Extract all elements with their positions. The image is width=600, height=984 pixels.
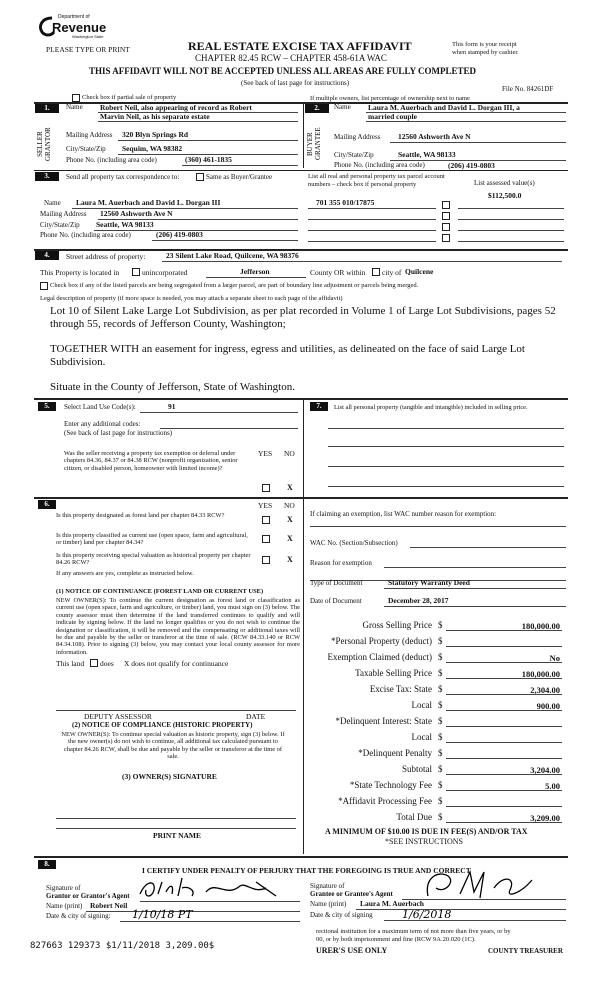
unincorporated-label: unincorporated [142,268,188,277]
summary-label: Total Due [396,812,432,822]
same-as-buyer-label: Same as Buyer/Grantee [206,173,273,181]
segregated-checkbox[interactable] [40,282,48,290]
grantee-agent-label: Grantee or Grantee's Agent [310,890,393,898]
exemption-no-answer: X [287,483,293,492]
city-checkbox[interactable] [372,268,380,276]
section5-number: 5. [38,402,56,411]
parcel-number: 701 355 010/17875 [316,198,375,207]
personal-property-label: List all personal property (tangible and intangible) included in selling price. [334,404,528,411]
receipt-line2: when stamped by cashier. [452,49,519,56]
parcel-head-1: List all real and personal property tax parcel account [308,173,445,180]
tax-name: Laura M. Auerbach and David L. Dorgan III [76,198,221,207]
please-type: PLEASE TYPE OR PRINT [46,45,130,54]
tax-city-label: City/State/Zip [40,221,80,229]
current-use-yes-checkbox[interactable] [262,535,270,543]
summary-value-line [446,742,562,743]
buyer-phone-label: Phone No. (including area code) [334,161,425,169]
certify-statement: I CERTIFY UNDER PENALTY OF PERJURY THAT THE FOREGOING IS TRUE AND CORRECT [142,866,471,875]
grantor-signature [136,876,286,904]
legal-description-p3: Situate in the County of Jefferson, State of Washington. [50,381,295,393]
buyer-city: Seattle, WA 98133 [398,150,456,159]
forest-yes-checkbox[interactable] [262,516,270,524]
legal-description-p2: TOGETHER WITH an easement for ingress, egress and utilities, as delineated on the face of said Large Lot Subdivision. [50,343,525,368]
summary-value-line [446,758,562,759]
county-treasurer-label: COUNTY TREASURER [488,947,563,955]
summary-dollar-sign: $ [438,684,443,694]
seller-name-label: Name [66,103,83,111]
additional-codes-note: (See back of last page for instructions) [64,429,173,437]
summary-value[interactable]: 2,304.00 [530,685,560,695]
treasurer-use-label: URER'S USE ONLY [316,946,388,955]
summary-dollar-sign: $ [438,796,443,806]
grantor-sig-label: Signature of [46,884,81,892]
summary-value[interactable]: 900.00 [536,701,560,711]
send-correspondence-label: Send all property tax correspondence to: [66,173,180,181]
seller-name-line2: Marvin Neil, as his separate estate [100,112,210,121]
summary-dollar-sign: $ [438,748,443,758]
reason-label: Reason for exemption [310,559,372,567]
doc-date-value: December 28, 2017 [388,596,449,605]
form-warning: THIS AFFIDAVIT WILL NOT BE ACCEPTED UNLESS ALL AREAS ARE FULLY COMPLETED [89,66,477,76]
current-use-no-answer: X [287,534,293,543]
summary-label: Gross Selling Price [362,620,432,630]
print-name-label: PRINT NAME [153,831,201,840]
city-of-label: city of [382,268,402,277]
summary-value[interactable]: 5.00 [545,781,560,791]
tax-phone: (206) 419-0803 [156,230,203,239]
partial-sale-label: Check box if partial sale of property [82,94,177,101]
summary-label: *Delinquent Interest: State [335,716,432,726]
personal-property-checkbox-4[interactable] [442,234,450,242]
grantor-agent-label: Grantor or Grantor's Agent [46,892,130,900]
minimum-fee-line1: A MINIMUM OF $10.00 IS DUE IN FEE(S) AND/OR TAX [325,827,528,836]
this-land-label: This land [56,659,85,668]
summary-value-line [446,662,562,663]
partial-sale-checkbox[interactable] [72,94,80,102]
logo-main: Revenue [52,20,107,35]
grantor-name: Robert Neil [90,901,128,910]
city-value: Quilcene [405,267,434,276]
does-label: does [100,659,114,668]
summary-dollar-sign: $ [438,636,443,646]
located-label: This Property is located in [40,268,120,277]
summary-label: Subtotal [401,764,432,774]
grantee-signature [420,868,550,902]
historic-question: Is this property receiving special valuation as historical property per chapter 84.26 RCW? [56,552,251,567]
forest-land-question: Is this property designated as forest land per chapter 84.33 RCW? [56,512,225,519]
sec12-divider [303,102,304,168]
seller-phone: (360) 461-1835 [185,155,232,164]
notice-continuance-title: (1) NOTICE OF CONTINUANCE (FOREST LAND OR CURRENT USE) [56,588,264,595]
summary-value-line [446,726,562,727]
exemption-yes-checkbox[interactable] [262,484,270,492]
summary-value-line [446,806,562,807]
tax-mail-label: Mailing Address [40,210,87,218]
buyer-city-label: City/State/Zip [334,151,374,159]
summary-dollar-sign: $ [438,812,443,822]
minimum-fee-line2: *SEE INSTRUCTIONS [385,837,464,846]
grantee-sig-label: Signature of [310,882,345,890]
summary-dollar-sign: $ [438,780,443,790]
segregated-label: Check box if any of the listed parcels are being segregated from a larger parcel, are part of boundary line adjustment or parcels being merged. [50,282,419,289]
forest-no-answer: X [287,515,293,524]
historic-yes-checkbox[interactable] [262,556,270,564]
file-number: File No. 84261DF [502,85,554,93]
buyer-mail: 12560 Ashworth Ave N [398,132,471,141]
summary-dollar-sign: $ [438,668,443,678]
receipt-stamp: 827663 129373 $1/11/2018 3,209.00$ [30,941,215,951]
summary-dollar-sign: $ [438,764,443,774]
street-label: Street address of property: [66,252,146,261]
summary-value[interactable]: 3,204.00 [530,765,560,775]
summary-value[interactable]: No [549,653,560,663]
section1-number: 1. [35,104,59,113]
summary-label: *Personal Property (deduct) [331,636,432,646]
buyer-mail-label: Mailing Address [334,133,381,141]
summary-label: Local [411,732,432,742]
section7-number: 7. [310,402,328,411]
doc-type-label: Type of Document [310,579,363,587]
parcel-head-2: numbers – check box if personal property [308,181,417,188]
buyer-name-label: Name [334,103,351,111]
grantor-date-handwritten: 1/10/18 PT [132,908,193,921]
personal-property-checkbox-3[interactable] [442,223,450,231]
grantor-date-label: Date & city of signing: [46,912,111,920]
buyer-phone: (206) 419-0803 [448,161,495,170]
seller-city-label: City/State/Zip [66,145,106,153]
summary-value[interactable]: 180,000.00 [521,621,560,631]
dor-logo [38,14,108,44]
same-as-buyer-checkbox[interactable] [196,173,204,181]
personal-property-checkbox-2[interactable] [442,212,450,220]
seller-side-label: SELLER GRANTOR [36,127,52,161]
see-back-note: (See back of last page for instructions) [241,79,350,87]
sec5-no: NO [284,449,295,458]
receipt-line1: This form is your receipt [452,41,517,48]
summary-dollar-sign: $ [438,620,443,630]
main-column-divider [303,398,304,854]
exemption-question: Was the seller receiving a property tax exemption or deferral under chapters 84.36, 84.37 or 84.38 RCW (nonprofit organization, senior citizen, or disabled person, homeowner with limited income)? [64,450,238,472]
sec6-yes: YES [258,501,273,510]
perjury-line1: rectional institution for a maximum term of not more than five years, or by [316,928,511,935]
summary-dollar-sign: $ [438,700,443,710]
doc-type-value: Statutory Warranty Deed [388,578,470,587]
wac-number-label: WAC No. (Section/Subsection) [310,539,398,547]
buyer-name-line1: Laura M. Auerbach and David L. Dorgan III, a [368,103,520,112]
date-label: DATE [246,712,266,721]
form-chapter: CHAPTER 82.45 RCW – CHAPTER 458-61A WAC [195,53,387,63]
section4-number: 4. [35,251,59,260]
summary-label: Taxable Selling Price [355,668,432,678]
seller-mail-label: Mailing Address [66,131,113,139]
if-yes-note: If any answers are yes, complete as instructed below. [56,570,194,577]
legal-description-p1: Lot 10 of Silent Lake Large Lot Subdivision, as per plat recorded in Volume 1 of Large Lot Subdivisions, pages 52 through 55, records of Jefferson County, Washington; [50,305,556,330]
grantee-name: Laura M. Auerbach [360,899,424,908]
summary-dollar-sign: $ [438,716,443,726]
section6-number: 6. [38,500,56,509]
buyer-name-line2: married couple [368,112,417,121]
personal-property-checkbox-1[interactable] [442,201,450,209]
street-address: 23 Silent Lake Road, Quilcene, WA 98376 [166,251,299,260]
tax-mail: 12560 Ashworth Ave N [100,209,173,218]
assessed-value: $112,500.0 [488,191,522,200]
form-title: REAL ESTATE EXCISE TAX AFFIDAVIT [188,39,412,53]
summary-value[interactable]: 3,209.00 [530,813,560,823]
additional-codes-label: Enter any additional codes: [64,420,141,428]
grantee-date-label: Date & city of signing [310,911,373,919]
notice-compliance-title: (2) NOTICE OF COMPLIANCE (HISTORIC PROPERTY) [72,721,253,729]
perjury-line2: 00, or by both imprisonment and fine (RCW 9A.20.020 (1C). [316,936,476,943]
county-value: Jefferson [240,267,270,276]
seller-mail: 320 Blyn Springs Rd [122,130,189,139]
legal-desc-label: Legal description of property (if more space is needed, you may attach a separate sheet to each page of the affidavit) [40,295,343,302]
tax-name-label: Name [44,199,61,207]
summary-label: Local [411,700,432,710]
sec5-yes: YES [258,449,273,458]
does-qualify-checkbox[interactable] [90,659,98,667]
county-label: County OR within [310,268,366,277]
sec6-no: NO [284,501,295,510]
current-use-question: Is this property classified as current use (open space, farm and agricultural, or timber) land per chapter 84.34? [56,532,248,547]
summary-label: *State Technology Fee [349,780,432,790]
doc-date-label: Date of Document [310,597,362,605]
tax-city: Seattle, WA 98133 [96,220,154,229]
summary-label: *Delinquent Penalty [358,748,432,758]
grantee-name-label: Name (print) [310,900,347,908]
section8-number: 8. [38,860,56,869]
notice-continuance-body: NEW OWNER(S): To continue the current designation as forest land or classification as current use (open space, farm and agriculture, or timber) land, you must sign on (3) below. The county assessor must then determine if the land transferred continues to qualify and will indicate by signing below. If the land no longer qualifies or you do not wish to continue the designation or classification, it will be removed and the compensating or additional taxes will be due and payable by the seller or transferor at the time of sale. (RCW 84.33.140 or RCW 84.34.108). Prior to signing (3) below, you may contact your local county assessor for more information. [56,597,300,656]
multiple-owners-label: If multiple owners, list percentage of ownership next to name [310,95,470,102]
does-not-qualify: X does not qualify for continuance [124,659,229,668]
assessed-head: List assessed value(s) [474,179,535,187]
seller-name-line1: Robert Neil, also appearing of record as Robert [100,103,252,112]
land-use-value: 91 [168,402,176,411]
summary-label: Exemption Claimed (deduct) [327,652,432,662]
land-use-label: Select Land Use Code(s): [64,403,136,411]
deputy-assessor-label: DEPUTY ASSESSOR [84,712,152,721]
exemption-wac-label: If claiming an exemption, list WAC number reason for exemption: [310,510,497,518]
section3-number: 3. [35,172,59,181]
notice-compliance-body: NEW OWNER(S): To continue special valuation as historic property, sign (3) below. If the new owner(s) do not wish to continue, all additional tax calculated pursuant to chapter 84.26 RCW, shall be due and payable by the seller or transferor at the time of sale. [61,731,285,761]
summary-value[interactable]: 180,000.00 [521,669,560,679]
seller-city: Sequim, WA 98382 [122,144,183,153]
summary-dollar-sign: $ [438,732,443,742]
buyer-side-label: BUYER GRANTEE [306,127,322,161]
section2-number: 2. [305,104,329,113]
grantor-name-label: Name (print) [46,902,83,910]
summary-label: Excise Tax: State [369,684,432,694]
summary-value-line [446,646,562,647]
grantee-date-handwritten: 1/6/2018 [402,908,452,921]
unincorporated-checkbox[interactable] [132,268,140,276]
summary-label: *Affidavit Processing Fee [338,796,432,806]
seller-phone-label: Phone No. (including area code) [66,156,157,164]
logo-dept: Department of [58,14,90,20]
logo-state: Washington State [72,34,104,39]
tax-phone-label: Phone No. (including area code) [40,231,131,239]
historic-no-answer: X [287,555,293,564]
summary-dollar-sign: $ [438,652,443,662]
owner-signature-label: (3) OWNER(S) SIGNATURE [122,772,217,781]
